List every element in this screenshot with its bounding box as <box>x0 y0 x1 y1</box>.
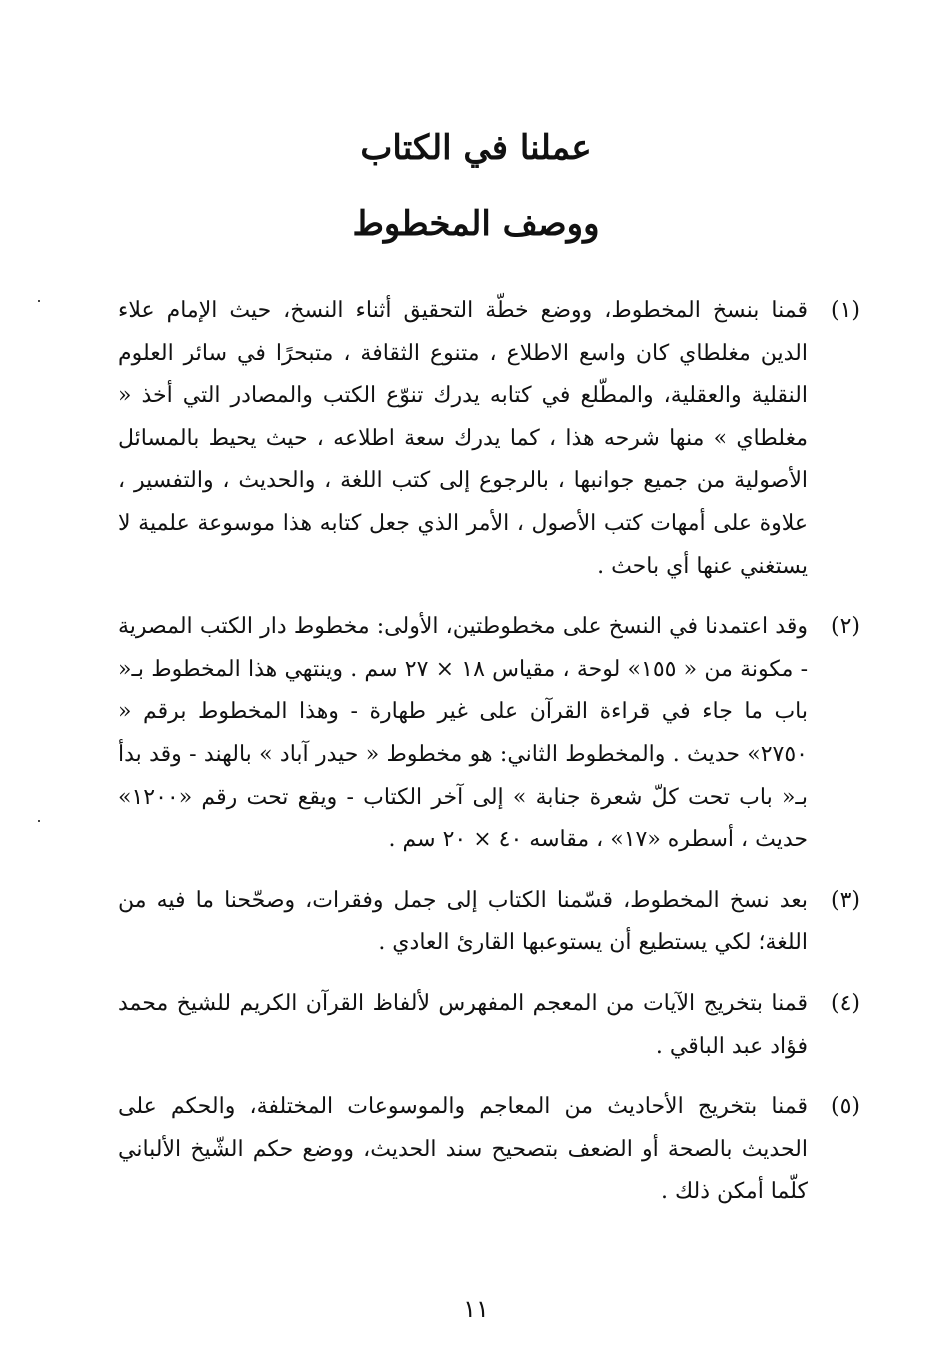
list-item <box>118 880 860 965</box>
methodology-list <box>118 290 860 1232</box>
item-text: قمنا بنسخ المخطوط، ووضع خطّة التحقيق أثناء النسخ، حيث الإمام علاء الدين مغلطاي كان واسع الاطلاع ، متنوع الثقافة ، متبحرًا في سائر العلوم النقلية والعقلية، والمطّلع في كتابه يدرك تنوّع الكتب والمصادر التي أخذ « مغلطاي » منها شرحه هذا ، كما يدرك سعة اطلاعه ، حيث يحيط بالمسائل الأصولية من جميع جوانبها ، بالرجوع إلى كتب اللغة ، والحديث ، والتفسير ، علاوة على أمهات كتب الأصول ، الأمر الذي جعل كتابه هذا موسوعة علمية لا يستغني عنها أي باحث . <box>118 298 808 579</box>
item-number: (١) <box>830 298 860 323</box>
item-text: قمنا بتخريج الأحاديث من المعاجم والموسوعات المختلفة، والحكم على الحديث بالصحة أو الضعف بتصحيح سند الحديث، ووضع حكم الشّيخ الألباني كلّما أمكن ذلك . <box>118 1094 808 1205</box>
scan-speck <box>38 820 40 822</box>
page-number: ١١ <box>463 1295 489 1323</box>
list-item <box>118 1086 860 1214</box>
section-title: ووصف المخطوط <box>352 204 600 244</box>
item-number: (٥) <box>830 1094 860 1120</box>
item-number: (٣) <box>830 887 860 913</box>
item-text: وقد اعتمدنا في النسخ على مخطوطتين، الأولى: مخطوط دار الكتب المصرية - مكونة من « ١٥٥» لوحة ، مقياس ١٨ × ٢٧ سم . وينتهي هذا المخطوط بـ« باب ما جاء في قراءة القرآن على غير طهارة - وهذا المخطوط برقم « ٢٧٥٠» حديث . والمخطوط الثاني: هو مخطوط « حيدر آباد » بالهند - وقد بدأ بـ« باب تحت كلّ شعرة جنابة » إلى آخر الكتاب - ويقع تحت رقم «١٢٠٠» حديث ، أسطره «١٧» ، مقاسه ٤٠ × ٢٠ سم . <box>118 614 809 853</box>
list-item <box>118 983 860 1068</box>
item-number: (٢) <box>830 614 860 640</box>
item-text: قمنا بتخريج الآيات من المعجم المفهرس لألفاظ القرآن الكريم للشيخ محمد فؤاد عبد الباقي . <box>118 990 808 1059</box>
item-number: (٤) <box>830 990 860 1016</box>
item-text: بعد نسخ المخطوط، قسّمنا الكتاب إلى جمل وفقرات، وصحّحنا ما فيه من اللغة؛ لكي يستطيع أن يستوعبها القارئ العادي . <box>118 887 808 956</box>
chapter-title: عملنا في الكتاب <box>360 128 592 168</box>
scan-speck <box>38 300 40 302</box>
list-item <box>118 606 860 862</box>
list-item <box>118 290 860 588</box>
